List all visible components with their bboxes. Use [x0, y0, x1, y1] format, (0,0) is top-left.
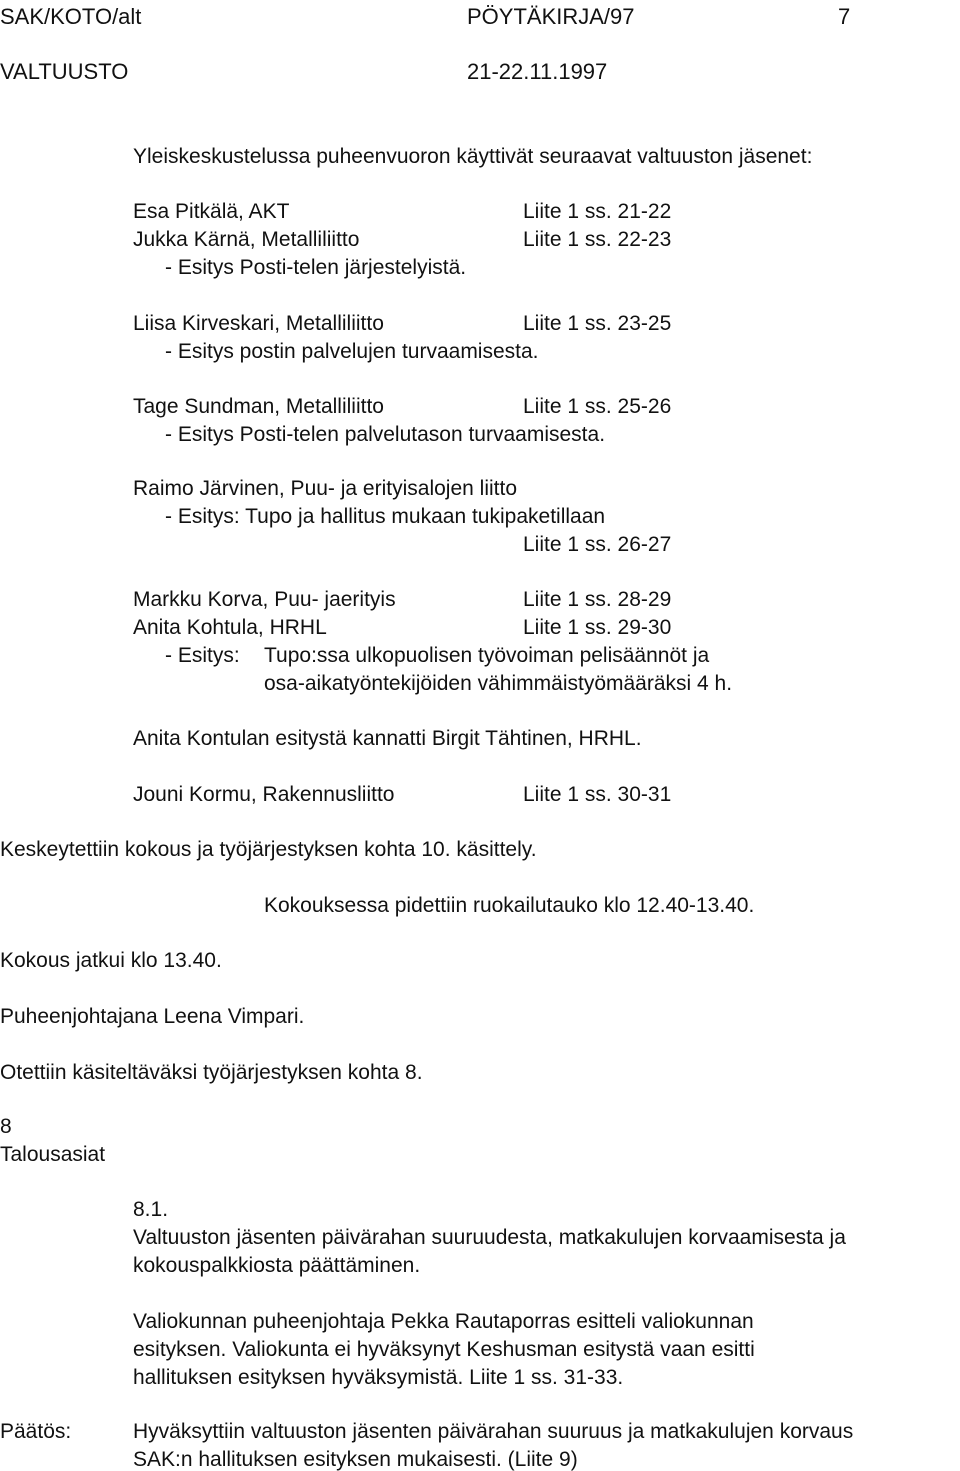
agenda-item-text: Otettiin käsiteltäväksi työjärjestyksen kohta 8. [0, 1061, 423, 1084]
section-number: 8 [0, 1115, 12, 1138]
speaker-3-note: - Esitys postin palvelujen turvaamisesta. [165, 340, 539, 363]
speaker-6-name: Markku Korva, Puu- jaerityis [133, 588, 396, 611]
lunch-break-text: Kokouksessa pidettiin ruokailutauko klo 12.40-13.40. [264, 894, 755, 917]
speaker-5-note: - Esitys: Tupo ja hallitus mukaan tukipaketillaan [165, 505, 606, 528]
subsection-body-line3: hallituksen esityksen hyväksymistä. Liite 1 ss. 31-33. [133, 1366, 624, 1389]
decision-label: Päätös: [0, 1420, 72, 1443]
speaker-7-note-label: - Esitys: [165, 644, 240, 667]
chair-text: Puheenjohtajana Leena Vimpari. [0, 1005, 305, 1028]
speaker-2-name: Jukka Kärnä, Metalliliitto [133, 228, 360, 251]
speaker-7-ref: Liite 1 ss. 29-30 [523, 616, 672, 639]
speaker-8-name: Jouni Kormu, Rakennusliitto [133, 783, 395, 806]
decision-line2: SAK:n hallituksen esityksen mukaisesti. (Liite 9) [133, 1448, 578, 1471]
speaker-1-name: Esa Pitkälä, AKT [133, 200, 290, 223]
subsection-title-line2: kokouspalkkiosta päättäminen. [133, 1254, 421, 1277]
speaker-5-ref: Liite 1 ss. 26-27 [523, 533, 672, 556]
seconded-text: Anita Kontulan esitystä kannatti Birgit Tähtinen, HRHL. [133, 727, 642, 750]
speaker-2-note: - Esitys Posti-telen järjestelyistä. [165, 256, 467, 279]
header-org-ref: SAK/KOTO/alt [0, 4, 142, 29]
header-doc-ref: PÖYTÄKIRJA/97 [467, 4, 635, 29]
subsection-body-line1: Valiokunnan puheenjohtaja Pekka Rautaporras esitteli valiokunnan [133, 1310, 754, 1333]
speaker-4-note: - Esitys Posti-telen palvelutason turvaamisesta. [165, 423, 606, 446]
speaker-2-ref: Liite 1 ss. 22-23 [523, 228, 672, 251]
speaker-8-ref: Liite 1 ss. 30-31 [523, 783, 672, 806]
header-body: VALTUUSTO [0, 59, 129, 84]
section-title: Talousasiat [0, 1143, 106, 1166]
speaker-4-ref: Liite 1 ss. 25-26 [523, 395, 672, 418]
speaker-3-ref: Liite 1 ss. 23-25 [523, 312, 672, 335]
speaker-7-note-line1: Tupo:ssa ulkopuolisen työvoiman pelisäännöt ja [264, 644, 710, 667]
header-date: 21-22.11.1997 [467, 59, 608, 84]
subsection-body-line2: esityksen. Valiokunta ei hyväksynyt Keshusman esitystä vaan esitti [133, 1338, 755, 1361]
speaker-7-note-line2: osa-aikatyöntekijöiden vähimmäistyömääräksi 4 h. [264, 672, 733, 695]
resumed-text: Kokous jatkui klo 13.40. [0, 949, 222, 972]
decision-line1: Hyväksyttiin valtuuston jäsenten päivärahan suuruus ja matkakulujen korvaus [133, 1420, 854, 1443]
speaker-4-name: Tage Sundman, Metalliliitto [133, 395, 384, 418]
speaker-3-name: Liisa Kirveskari, Metalliliitto [133, 312, 384, 335]
interruption-text: Keskeytettiin kokous ja työjärjestyksen kohta 10. käsittely. [0, 838, 537, 861]
intro-text: Yleiskeskustelussa puheenvuoron käyttivät seuraavat valtuuston jäsenet: [133, 145, 813, 168]
speaker-6-ref: Liite 1 ss. 28-29 [523, 588, 672, 611]
header-page-number: 7 [838, 4, 851, 29]
subsection-number: 8.1. [133, 1198, 169, 1221]
speaker-7-name: Anita Kohtula, HRHL [133, 616, 327, 639]
speaker-1-ref: Liite 1 ss. 21-22 [523, 200, 672, 223]
subsection-title-line1: Valtuuston jäsenten päivärahan suuruudesta, matkakulujen korvaamisesta ja [133, 1226, 846, 1249]
speaker-5-name: Raimo Järvinen, Puu- ja erityisalojen liitto [133, 477, 517, 500]
